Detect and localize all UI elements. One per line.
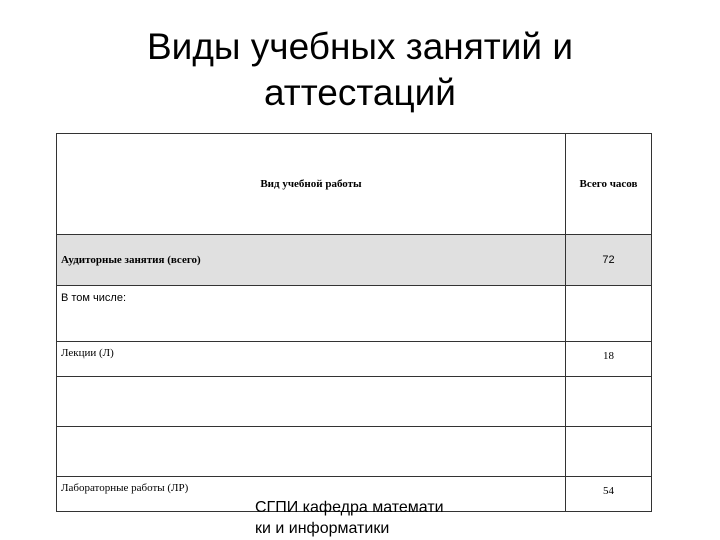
row-hours: 54 [566, 477, 652, 512]
footer-department [255, 497, 485, 539]
slide-title-line-1: Виды учебных занятий и [147, 26, 573, 67]
row-label: Лабораторные работы (ЛР) [57, 477, 566, 512]
table-row [57, 342, 652, 377]
table-row [57, 377, 652, 427]
slide-title [60, 24, 660, 116]
slide-title-line-2: аттестаций [264, 72, 456, 113]
row-hours [566, 286, 652, 342]
row-label: В том числе: [57, 286, 566, 342]
table-row [57, 286, 652, 342]
row-hours [566, 427, 652, 477]
study-hours-table [56, 133, 652, 512]
row-label [57, 377, 566, 427]
row-hours: 18 [566, 342, 652, 377]
table-row [57, 427, 652, 477]
row-label: Лекции (Л) [57, 342, 566, 377]
header-total-hours: Всего часов [566, 134, 652, 235]
table-header-row [57, 134, 652, 235]
table-row [57, 235, 652, 286]
row-hours [566, 377, 652, 427]
header-work-type: Вид учебной работы [57, 134, 566, 235]
row-label: Аудиторные занятия (всего) [57, 235, 566, 286]
row-hours: 72 [566, 235, 652, 286]
footer-line-1: СГПИ кафедра математи [255, 499, 444, 516]
footer-line-2: ки и информатики [255, 520, 390, 537]
row-label [57, 427, 566, 477]
